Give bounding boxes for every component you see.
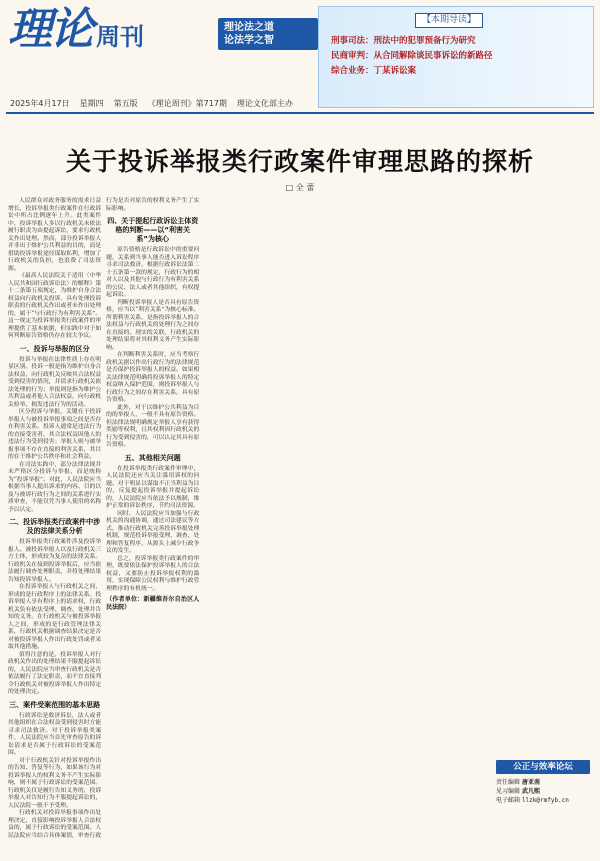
masthead-slogan xyxy=(218,18,318,50)
email-label: 电子邮箱 xyxy=(496,797,521,804)
proof-label: 见习编辑 xyxy=(496,788,521,795)
body-paragraph: 在投诉举报类行政案件审理中，人民法院还应当关注滥用诉权的问题。对于明显以谋取不正当利益为目的，反复提起投诉举报并提起诉讼的，人民法院应当依法予以规制，维护正常的诉讼秩序，节约司法资源。 xyxy=(106,465,200,509)
editor-line xyxy=(496,778,592,787)
body-paragraph: 区分投诉与举报，关键在于投诉举报人与被投诉举报事项之间是否存在利害关系。投诉人通常是违法行为的直接受害者，其合法权益因他人的违法行为受到侵害；举报人则与被举报事项不存在直接的利害关系，其目的在于维护公共秩序和社会利益。 xyxy=(8,409,102,460)
issue-weekday: 星期四 xyxy=(79,99,104,108)
section-heading: 四、关于提起行政诉讼主体资格的判断——以“利害关系”为核心 xyxy=(107,217,199,243)
body-paragraph: 值得注意的是，投诉举报人对行政机关作出的处理结果不服提起诉讼的，人民法院应当审查行政机关是否依法履行了法定职责，而不宜直接判令行政机关对被投诉举报人作出特定的处理决定。 xyxy=(8,651,102,695)
issue-number: 《理论周刊》第717期 xyxy=(147,99,227,108)
masthead-rule xyxy=(6,112,594,114)
body-paragraph: 在判断利害关系时，应当考察行政机关据以作出行政行为的法律规范是否保护投诉举报人的权益。如果相关法律规范明确将投诉举报人的特定权益纳入保护范围，则投诉举报人与行政行为之间存在利害关系，具有原告资格。 xyxy=(106,352,200,403)
author-note: （作者单位：新疆维吾尔自治区人民法院） xyxy=(106,596,200,611)
proof-line xyxy=(496,787,592,796)
issue-date: 2025年4月17日 xyxy=(10,99,70,108)
body-paragraph: 对于行政机关针对投诉举报作出的告知、答复等行为，如果该行为对投诉举报人的权利义务不产生实际影响，则不属于行政诉讼的受案范围。行政机关仅是履行告知义务的，投诉举报人对告知行为不服提起诉讼的，人民法院一般不予受理。 xyxy=(8,757,102,809)
body-paragraph: 投诉与举报在法律性质上存在明显区别。投诉一般是指为维护自身合法权益，向行政机关反映其合法权益受到侵害的情况，并请求行政机关依法处理的行为；举报则是指为维护公共利益或者他人合法权益，向行政机关检举、揭发违法行为的活动。 xyxy=(8,356,102,408)
proof-name: 武凡熙 xyxy=(521,788,540,795)
section-heading: 二、投诉举报类行政案件中涉及的法律关系分析 xyxy=(9,518,101,535)
article-body xyxy=(8,198,592,848)
issue-edition: 第五版 xyxy=(113,99,138,108)
logo-sub: 周刊 xyxy=(96,23,144,51)
body-paragraph: 在司法实践中，部分法律法规并未严格区分投诉与举报，而是统称为“投诉举报”。对此，人民法院应当根据当事人提出诉求的内容、目的以及与被诉行政行为之间的关系进行实质审查，不能仅凭当事人使用的名称予以认定。 xyxy=(8,461,102,513)
article-byline: □ 全 蕾 xyxy=(285,183,315,192)
body-paragraph: 行政诉讼是救济诉讼，法人或者其他组织在合法权益受到侵害时方能寻求司法救济。对于投诉举报类案件，人民法院应当首先审查原告的诉讼请求是否属于行政诉讼的受案范围。 xyxy=(8,712,102,756)
logo-main: 理论 xyxy=(8,4,92,55)
editor-name: 唐亚南 xyxy=(521,779,540,786)
section-heading: 五、其他相关问题 xyxy=(124,453,181,462)
body-paragraph: 人民群众对政务服务的需求日益增长，投诉举报类行政案件在行政诉讼中所占比例逐年上升。此类案件中，投诉举报人多以行政机关未依法履行职责为由提起诉讼，要求行政机关作出处理。然而，部分投诉举报人并非出于维护公共利益的目的，而是借助投诉举报途径谋取私利，增加了行政机关的负担，也浪费了司法资源。 xyxy=(8,198,102,272)
section-heading: 三、案件受案范围的基本思路 xyxy=(9,700,101,709)
issue-dept: 理论文化部主办 xyxy=(236,99,293,108)
body-paragraph: 行政机关对投诉举报事项作出处理决定，直接影响投诉举报人合法权益的，属于行政诉讼的受案范围。人民法院应当结合具体案情，审查行政行为是否对原告的权利义务产生了实际影响。 xyxy=(8,198,200,839)
masthead-logo xyxy=(8,6,144,54)
body-paragraph: 总之，投诉举报类行政案件的审理，既要依法保护投诉举报人的合法权益，又要防止投诉举报权利的滥用，实现保障公民权利与维护行政管理秩序的有机统一。 xyxy=(106,555,200,592)
slogan-line-1: 理论法之道 xyxy=(224,22,274,33)
body-paragraph: 原告资格是行政诉讼中的重要问题，关系到当事人能否进入诉讼程序寻求司法救济。根据行政诉讼法第二十五条第一款的规定，行政行为的相对人以及其他与行政行为有利害关系的公民、法人或者其他组织，有权提起诉讼。 xyxy=(106,247,200,298)
body-paragraph: 同时，人民法院应当加强与行政机关的沟通协调，通过司法建议等方式，推动行政机关完善投诉举报处理机制，规范投诉举报受理、调查、处理和答复程序，从源头上减少行政争议的发生。 xyxy=(106,510,200,554)
body-paragraph: 判断投诉举报人是否具有原告资格，应当以“利害关系”为核心标准。所谓利害关系，是指投诉举报人的合法权益与行政机关的处理行为之间存在直接的、现实的关联，行政机关的处理结果将对其权利义务产生实际影响。 xyxy=(106,299,200,351)
email-address[interactable]: llzk@rmfyb.cn xyxy=(521,797,569,804)
preview-box xyxy=(318,6,594,108)
editor-label: 责任编辑 xyxy=(496,779,521,786)
column-tag: 公正与效率论坛 xyxy=(496,760,590,774)
column-box xyxy=(496,760,592,848)
body-paragraph: 投诉举报类行政案件涉及投诉举报人、被投诉举报人以及行政机关三方主体，形成较为复杂的法律关系。行政机关在接到投诉举报后，应当依法履行调查处理职责，并将处理结果告知投诉举报人。 xyxy=(8,539,102,583)
issue-info xyxy=(10,98,293,109)
editor-credits xyxy=(496,778,592,805)
section-heading: 一、投诉与举报的区分 xyxy=(19,344,90,353)
preview-item[interactable]: 民商审判：从合同解除谈民事诉讼的新路径 xyxy=(331,51,493,61)
preview-list xyxy=(331,34,593,79)
body-paragraph: 《最高人民法院关于适用〈中华人民共和国行政诉讼法〉的解释》第十二条第五项规定，为维护自身合法权益向行政机关投诉，具有处理投诉职责的行政机关作出或者未作出处理的，属于“与行政行为有利害关系”。这一规定为投诉举报类行政案件的审理提供了基本依据，但实践中对于如何判断原告资格仍存在较大争议。 xyxy=(8,273,102,339)
body-paragraph: 在投诉举报人与行政机关之间，形成的是行政程序上的法律关系。投诉举报人享有程序上的请求权，行政机关负有依法受理、调查、处理并告知的义务。在行政机关与被投诉举报人之间，形成的是行政管理法律关系，行政机关根据调查结果决定是否对被投诉举报人作出行政处罚或者采取其他措施。 xyxy=(8,584,102,650)
body-paragraph: 此外，对于以维护公共利益为目的的举报人，一般不具有原告资格。但法律法规明确规定举报人享有获得奖励等权利，且其权利因行政机关的行为受到侵害的，可以认定其具有原告资格。 xyxy=(106,404,200,448)
preview-item[interactable]: 综合业务：丁某诉讼案 xyxy=(331,66,417,76)
preview-item[interactable]: 刑事司法：刑法中的犯罪预备行为研究 xyxy=(331,36,476,46)
slogan-line-2: 论法学之智 xyxy=(224,35,274,46)
preview-title: 【本期导读】 xyxy=(415,13,483,28)
article-title: 关于投诉举报类行政案件审理思路的探析 xyxy=(65,147,534,176)
email-line xyxy=(496,796,592,805)
